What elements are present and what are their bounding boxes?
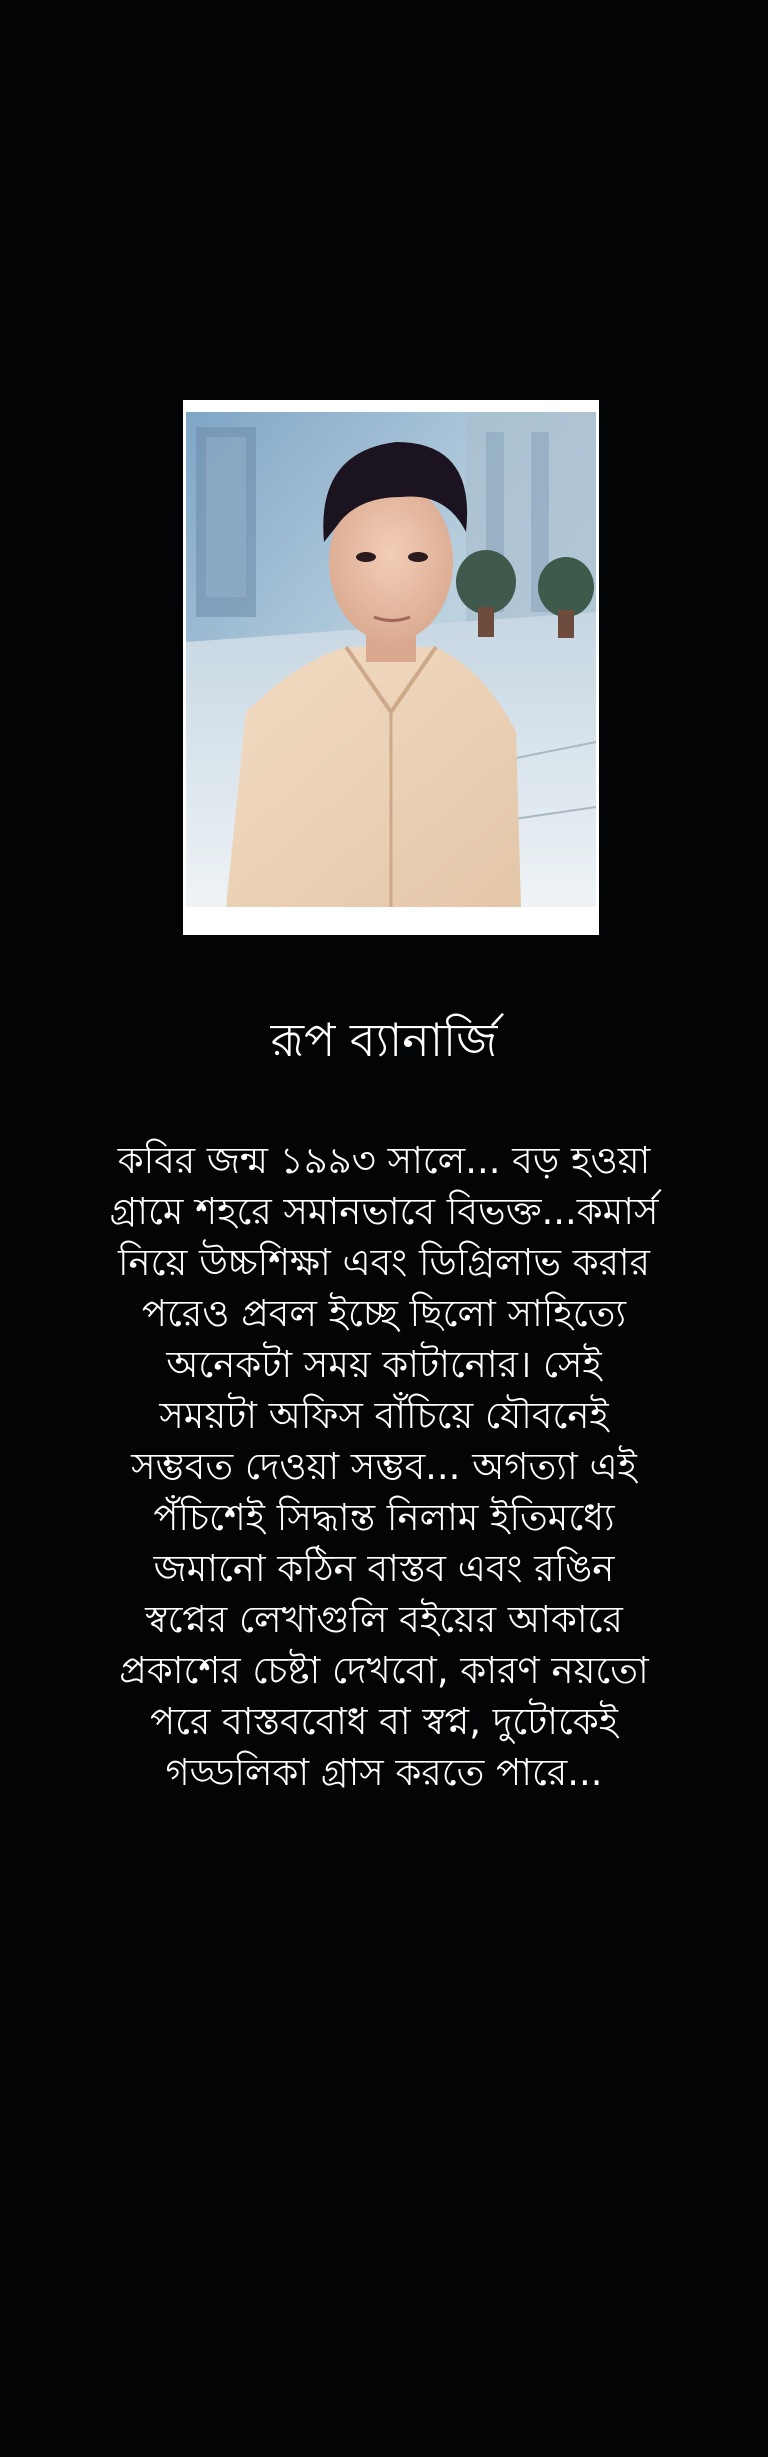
bio-line: পরে বাস্তববোধ বা স্বপ্ন, দুটোকেই — [150, 1700, 618, 1743]
author-photo-frame — [183, 400, 599, 935]
author-name: রূপ ব্যানার্জি — [270, 1013, 498, 1067]
bio-line: পঁচিশেই সিদ্ধান্ত নিলাম ইতিমধ্যে — [153, 1496, 615, 1539]
bio-line: স্বপ্নের লেখাগুলি বইয়ের আকারে — [145, 1598, 623, 1641]
bio-line: প্রকাশের চেষ্টা দেখবো, কারণ নয়তো — [119, 1649, 649, 1692]
bio-line: গ্রামে শহরে সমানভাবে বিভক্ত...কমার্স — [109, 1190, 659, 1233]
bio-line: সম্ভবত দেওয়া সম্ভব... অগত্যা এই — [131, 1445, 637, 1488]
bio-line: কবির জন্ম ১৯৯৩ সালে... বড় হওয়া — [117, 1139, 651, 1182]
bio-line: জমানো কঠিন বাস্তব এবং রঙিন — [153, 1547, 615, 1590]
author-bio — [84, 1135, 684, 1798]
bio-line: নিয়ে উচ্চশিক্ষা এবং ডিগ্রিলাভ করার — [117, 1241, 651, 1284]
bio-line: পরেও প্রবল ইচ্ছে ছিলো সাহিত্যে — [141, 1292, 627, 1335]
author-photo — [186, 412, 596, 907]
bio-line: অনেকটা সময় কাটানোর। সেই — [166, 1343, 602, 1386]
bio-line: গড্ডলিকা গ্রাস করতে পারে... — [165, 1751, 603, 1794]
bio-line: সময়টা অফিস বাঁচিয়ে যৌবনেই — [159, 1394, 609, 1437]
